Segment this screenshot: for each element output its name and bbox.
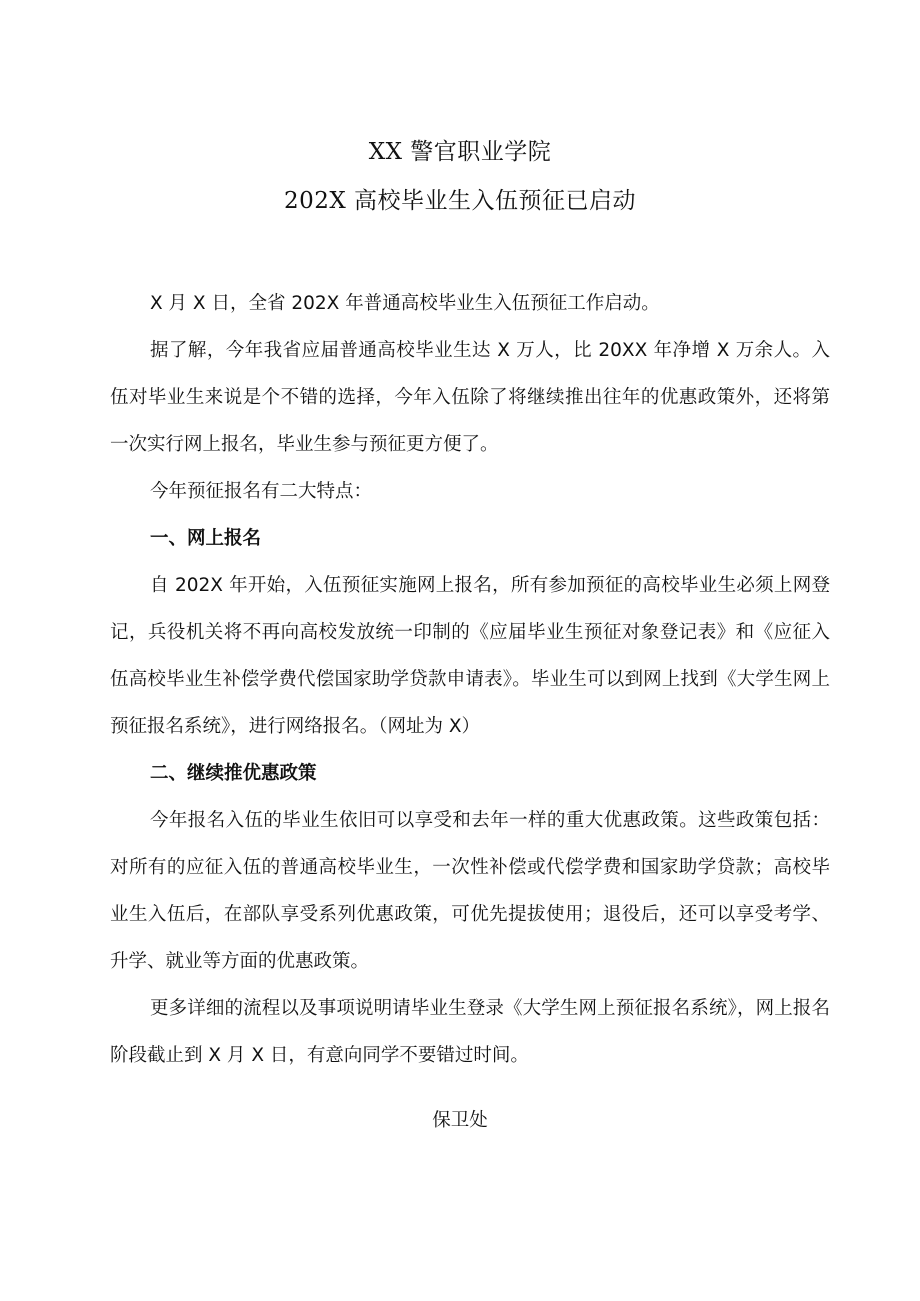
paragraph-background: 据了解，今年我省应届普通高校毕业生达 X 万人，比 20XX 年净增 X 万余人。入伍对毕业生来说是个不错的选择，今年入伍除了将继续推出往年的优惠政策外，还将第一次实行网上报名，毕业生参与预征更方便了。 <box>110 340 830 455</box>
section-heading-online-registration: 一、网上报名 <box>150 528 262 549</box>
paragraph-online-registration: 自 202X 年开始，入伍预征实施网上报名，所有参加预征的高校毕业生必须上网登记，兵役机关将不再向高校发放统一印制的《应届毕业生预征对象登记表》和《应征入伍高校毕业生补偿学费代偿国家助学贷款申请表》。毕业生可以到网上找到《大学生网上预征报名系统》，进行网络报名。（网址为 X） <box>110 575 830 737</box>
paragraph-preferential-policy: 今年报名入伍的毕业生依旧可以享受和去年一样的重大优惠政策。这些政策包括：对所有的应征入伍的普通高校毕业生，一次性补偿或代偿学费和国家助学贷款；高校毕业生入伍后，在部队享受系列优惠政策，可优先提拔使用；退役后，还可以享受考学、升学、就业等方面的优惠政策。 <box>110 810 830 972</box>
document-title-institution: XX 警官职业学院 <box>368 139 552 165</box>
paragraph-intro: X 月 X 日，全省 202X 年普通高校毕业生入伍预征工作启动。 <box>150 293 660 314</box>
signature-department: 保卫处 <box>432 1110 488 1131</box>
section-heading-preferential-policy: 二、继续推优惠政策 <box>150 763 317 784</box>
paragraph-closing: 更多详细的流程以及事项说明请毕业生登录《大学生网上预征报名系统》，网上报名阶段截止到 X 月 X 日，有意向同学不要错过时间。 <box>110 998 830 1066</box>
document-title-headline: 202X 高校毕业生入伍预征已启动 <box>283 188 637 214</box>
document-body <box>110 280 830 1079</box>
paragraph-features-lead: 今年预征报名有二大特点： <box>150 481 373 502</box>
